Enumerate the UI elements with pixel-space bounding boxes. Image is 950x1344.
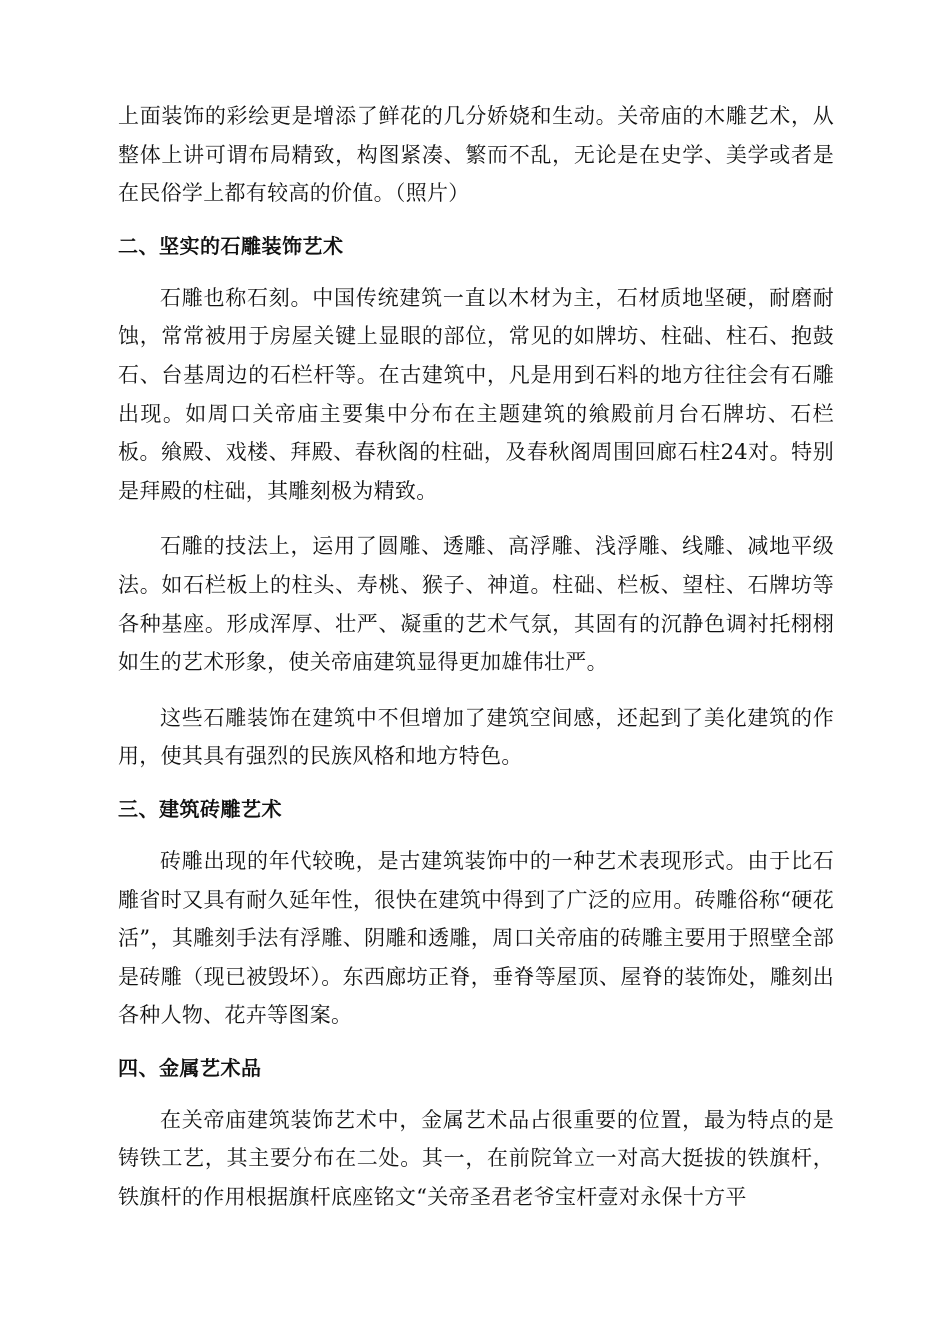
section-heading-brick-carving: 三、建筑砖雕艺术 [118,796,282,821]
document-body [118,97,834,1217]
intro-paragraph: 上面装饰的彩绘更是增添了鲜花的几分娇娆和生动。关帝庙的木雕艺术，从整体上讲可谓布局精致，构图紧凑、繁而不乱，无论是在史学、美学或者是在民俗学上都有较高的价值。（照片） [118,104,834,206]
paragraph: 砖雕出现的年代较晚，是古建筑装饰中的一种艺术表现形式。由于比石雕省时又具有耐久延年性，很快在建筑中得到了广泛的应用。砖雕俗称“硬花活”，其雕刻手法有浮雕、阴雕和透雕，周口关帝庙的砖雕主要用于照壁全部是砖雕（现已被毁坏）。东西廊坊正脊，垂脊等屋顶、屋脊的装饰处，雕刻出各种人物、花卉等图案。 [118,848,834,1028]
section-heading-stone-carving: 二、坚实的石雕装饰艺术 [118,233,344,258]
paragraph: 这些石雕装饰在建筑中不但增加了建筑空间感，还起到了美化建筑的作用，使其具有强烈的民族风格和地方特色。 [118,705,834,769]
paragraph: 在关帝庙建筑装饰艺术中，金属艺术品占很重要的位置，最为特点的是铸铁工艺，其主要分布在二处。其一，在前院耸立一对高大挺拔的铁旗杆，铁旗杆的作用根据旗杆底座铭文“关帝圣君老爷宝杆壹对永保十方平 [118,1107,834,1210]
section-heading-metal-art: 四、金属艺术品 [118,1055,262,1080]
paragraph: 石雕的技法上，运用了圆雕、透雕、高浮雕、浅浮雕、线雕、减地平级法。如石栏板上的柱头、寿桃、猴子、神道。柱础、栏板、望柱、石牌坊等各种基座。形成浑厚、壮严、凝重的艺术气氛，其固有的沉静色调衬托栩栩如生的艺术形象，使关帝庙建筑显得更加雄伟壮严。 [118,534,834,675]
paragraph: 石雕也称石刻。中国传统建筑一直以木材为主，石材质地坚硬，耐磨耐蚀，常常被用于房屋关键上显眼的部位，常见的如牌坊、柱础、柱石、抱鼓石、台基周边的石栏杆等。在古建筑中，凡是用到石料的地方往往会有石雕出现。如周口关帝庙主要集中分布在主题建筑的飨殿前月台石牌坊、石栏板。飨殿、戏楼、拜殿、春秋阁的柱础，及春秋阁周围回廊石柱24对。特别是拜殿的柱础，其雕刻极为精致。 [118,285,834,503]
